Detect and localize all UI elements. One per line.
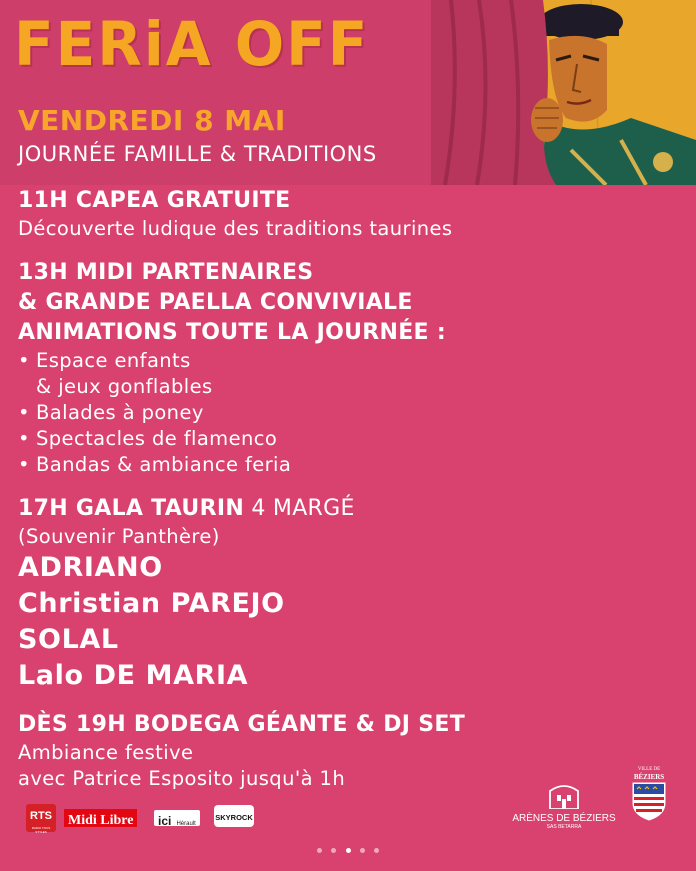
gala-title [18,494,678,524]
capea-section [18,186,678,242]
midi-line2: & GRANDE PAELLA CONVIVIALE [18,290,413,315]
activity-item: • Balades à poney [18,400,678,426]
ville-top: VILLE DE [637,767,661,772]
pagination-dot[interactable] [317,848,322,853]
activity-item: • Bandas & ambiance feria [18,452,678,478]
feria-off-logo: FERiA OFF [14,8,370,80]
rts-logo: RTS RADIO TOUS STYLES [26,804,56,832]
pagination-dots [0,838,696,857]
ici-logo: ici Hérault [154,810,200,826]
torero-name: ADRIANO [18,552,163,583]
bodega-line2: avec Patrice Esposito jusqu'à 1h [18,767,346,790]
gala-title-rest: 4 MARGÉ [244,496,355,521]
activity-item: • Espace enfants [18,348,678,374]
midi-line1: 13H MIDI PARTENAIRES [18,260,314,285]
arenes-logo [512,783,616,830]
bodega-title: DÈS 19H BODEGA GÉANTE & DJ SET [18,712,466,737]
skyrock-logo: SKYROCK [214,805,254,827]
arenes-sub: SAS BETARRA [546,824,582,830]
torero-name: Christian PAREJO [18,588,285,619]
arena-icon [544,783,584,809]
shield-icon [631,781,667,821]
capea-title: 11H CAPEA GRATUITE [18,188,291,213]
pagination-dot[interactable] [360,848,365,853]
activity-item: • Spectacles de flamenco [18,426,678,452]
capea-desc: Découverte ludique des traditions taurines [18,217,453,240]
torero-illustration [431,0,696,185]
gala-section [18,494,678,694]
event-date: VENDREDI 8 MAI [18,104,286,137]
ville-beziers-logo [624,767,674,825]
bodega-line1: Ambiance festive [18,741,194,764]
event-subtitle: JOURNÉE FAMILLE & TRADITIONS [18,142,377,166]
midi-line3: ANIMATIONS TOUTE LA JOURNÉE : [18,320,446,345]
arenes-name: ARÈNES DE BÉZIERS [512,813,616,824]
midi-libre-logo: Midi Libre [64,809,137,827]
ville-name: BÉZIERS [633,773,665,781]
torero-name: Lalo DE MARIA [18,660,249,691]
pagination-dot[interactable] [331,848,336,853]
gala-title-bold: 17H GALA TAURIN [18,496,245,521]
program [18,186,678,792]
activity-item: & jeux gonflables [36,375,213,398]
midi-section [18,258,678,478]
pagination-dot-active[interactable] [346,848,351,853]
gala-subtitle: (Souvenir Panthère) [18,525,220,548]
bodega-section [18,710,678,792]
torero-name: SOLAL [18,624,119,655]
pagination-dot[interactable] [374,848,379,853]
